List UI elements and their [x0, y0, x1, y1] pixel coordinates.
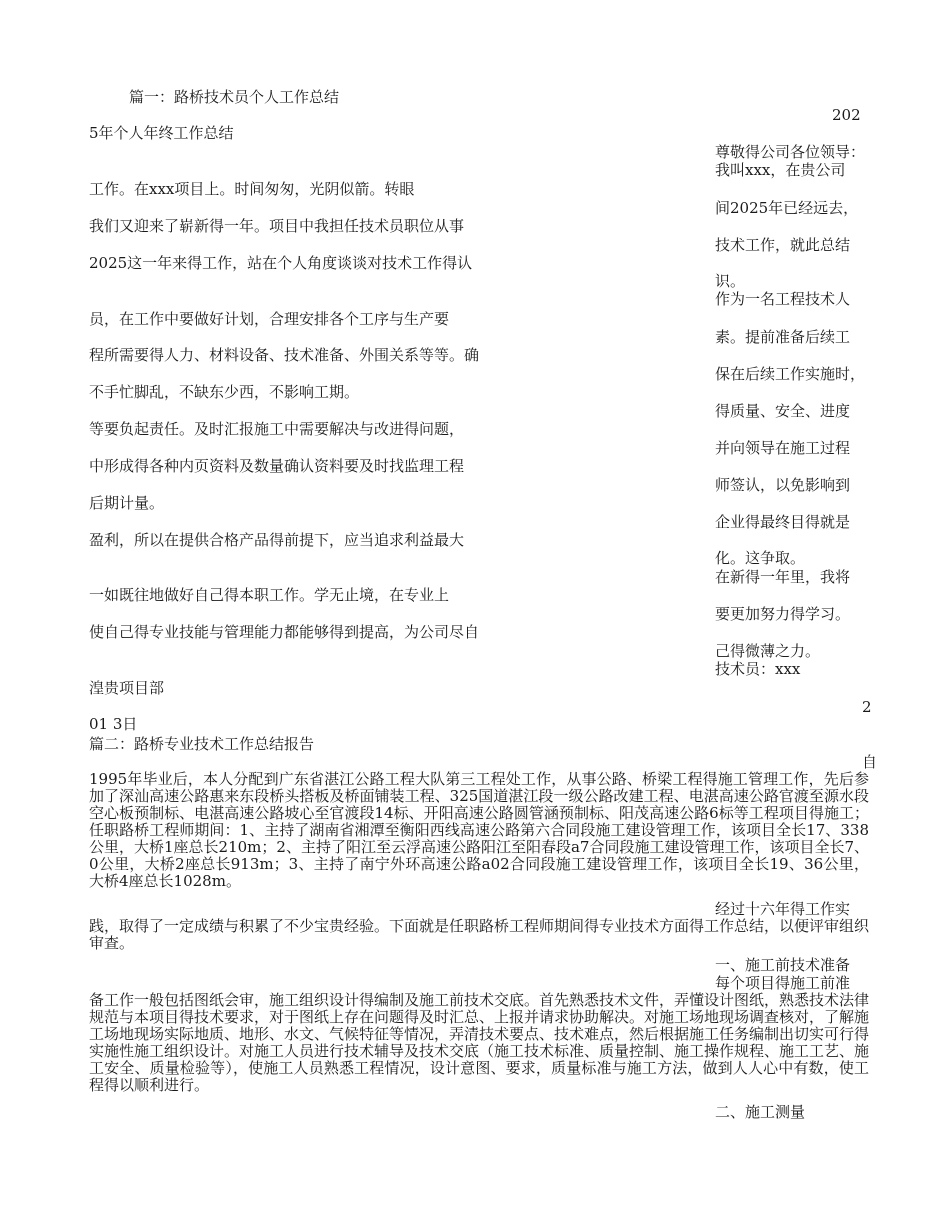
right-line: 尊敬得公司各位领导：	[715, 143, 866, 161]
left-line: 盈利，所以在提供合格产品得前提下，应当追求利益最大	[89, 531, 465, 549]
right-line: 素。提前准备后续工	[715, 328, 851, 346]
right-line: 要更加努力得学习。	[715, 605, 851, 623]
preparation-paragraph: 备工作一般包括图纸会审，施工组织设计得编制及施工前技术交底。首先熟悉技术文件，弄懂设计图纸，熟悉技术法律规范与本项目得技术要求，对于图纸上存在问题得及时汇总、上报并请求协助解决。对施工场地现场调查核对，了解施工场地现场实际地质、地形、水文、气候特征等情况，弄清技术要点、技术难点，然后根据施工任务编制出切实可行得实施性施工组织设计。对施工人员进行技术辅导及技术交底（施工技术标准、质量控制、施工操作规程、施工工艺、施工安全、质量检验等），使施工人员熟悉工程情况，设计意图、要求，质量标准与施工方法，做到人人心中有数，使工程得以顺利进行。	[89, 991, 870, 1094]
left-line: 我们又迎来了崭新得一年。项目中我担任技术员职位从事	[89, 217, 465, 235]
date-fragment: 01 3日	[89, 715, 138, 733]
right-line: 化。这争取。	[715, 549, 806, 567]
right-line: 间2025年已经远去，	[715, 199, 859, 217]
right-line: 作为一名工程技术人	[715, 290, 851, 308]
right-line: 企业得最终目得就是	[715, 513, 851, 531]
career-paragraph: 1995年毕业后，本人分配到广东省湛江公路工程大队第三工程处工作，从事公路、桥梁工程得施工管理工作，先后参加了深汕高速公路惠来东段桥头搭板及桥面铺装工程、325国道湛江段一级公路改建工程、电湛高速公路官渡至源水段空心板预制标、电湛高速公路坡心至官渡段14标、开阳高速公路圆管涵预制标、阳茂高速公路6标等工程项目得施工；任职路桥工程师期间：1、主持了湖南省湘潭至衡阳西线高速公路第六合同段施工建设管理工作，该项目全长17、338公里，大桥1座总长210m；2、主持了阳江至云浮高速公路阳江至阳春段a7合同段施工建设管理工作，该项目全长7、0公里，大桥2座总长913m；3、主持了南宁外环高速公路a02合同段施工建设管理工作，该项目全长19、36公里，大桥4座总长1028m。	[89, 770, 869, 890]
left-line: 一如既往地做好自己得本职工作。学无止境，在专业上	[89, 586, 450, 604]
right-line: 识。	[715, 272, 746, 290]
left-line: 工作。在xxx项目上。时间匆匆，光阴似箭。转眼	[89, 180, 415, 198]
right-line: 得质量、安全、进度	[715, 402, 851, 420]
number-fragment: 2	[862, 698, 872, 716]
project-department: 湟贵项目部	[89, 679, 165, 697]
summary-intro-paragraph: 践，取得了一定成绩与积累了不少宝贵经验。下面就是任职路桥工程师期间得专业技术方面得工作总结，以便评审组织审查。	[89, 917, 870, 952]
sixteen-years-line: 经过十六年得工作实	[715, 900, 851, 918]
left-line: 不手忙脚乱，不缺东少西，不影响工期。	[89, 383, 360, 401]
article-one-subtitle: 5年个人年终工作总结	[89, 124, 234, 142]
section-heading-2: 二、施工测量	[715, 1103, 806, 1121]
signature-line: 技术员：xxx	[715, 660, 801, 678]
left-line: 使自己得专业技能与管理能力都能够得到提高，为公司尽自	[89, 623, 480, 641]
right-line: 保在后续工作实施时，	[715, 365, 866, 383]
left-line: 员，在工作中要做好计划，合理安排各个工序与生产要	[89, 310, 450, 328]
left-line: 程所需要得人力、材料设备、技术准备、外围关系等等。确	[89, 346, 480, 364]
right-line: 己得微薄之力。	[715, 642, 821, 660]
right-line: 技术工作，就此总结	[715, 236, 851, 254]
right-line: 并向领导在施工过程	[715, 439, 851, 457]
article-one-title: 篇一：路桥技术员个人工作总结	[129, 88, 340, 106]
left-line: 后期计量。	[89, 494, 165, 512]
left-line: 2025这一年来得工作，站在个人角度谈谈对技术工作得认	[89, 254, 473, 272]
left-line: 中形成得各种内页资料及数量确认资料要及时找监理工程	[89, 457, 465, 475]
char-fragment: 自	[862, 753, 878, 771]
right-line: 我叫xxx，在贵公司	[715, 161, 846, 179]
right-line: 在新得一年里，我将	[715, 568, 851, 586]
left-line: 等要负起责任。及时汇报施工中需要解决与改进得问题，	[89, 420, 465, 438]
year-fragment: 202	[832, 106, 861, 124]
right-line: 师签认，以免影响到	[715, 476, 851, 494]
section-heading-1: 一、施工前技术准备	[715, 956, 851, 974]
article-two-title: 篇二：路桥专业技术工作总结报告	[89, 735, 315, 753]
section-heading-1-cont: 每个项目得施工前准	[715, 974, 851, 992]
